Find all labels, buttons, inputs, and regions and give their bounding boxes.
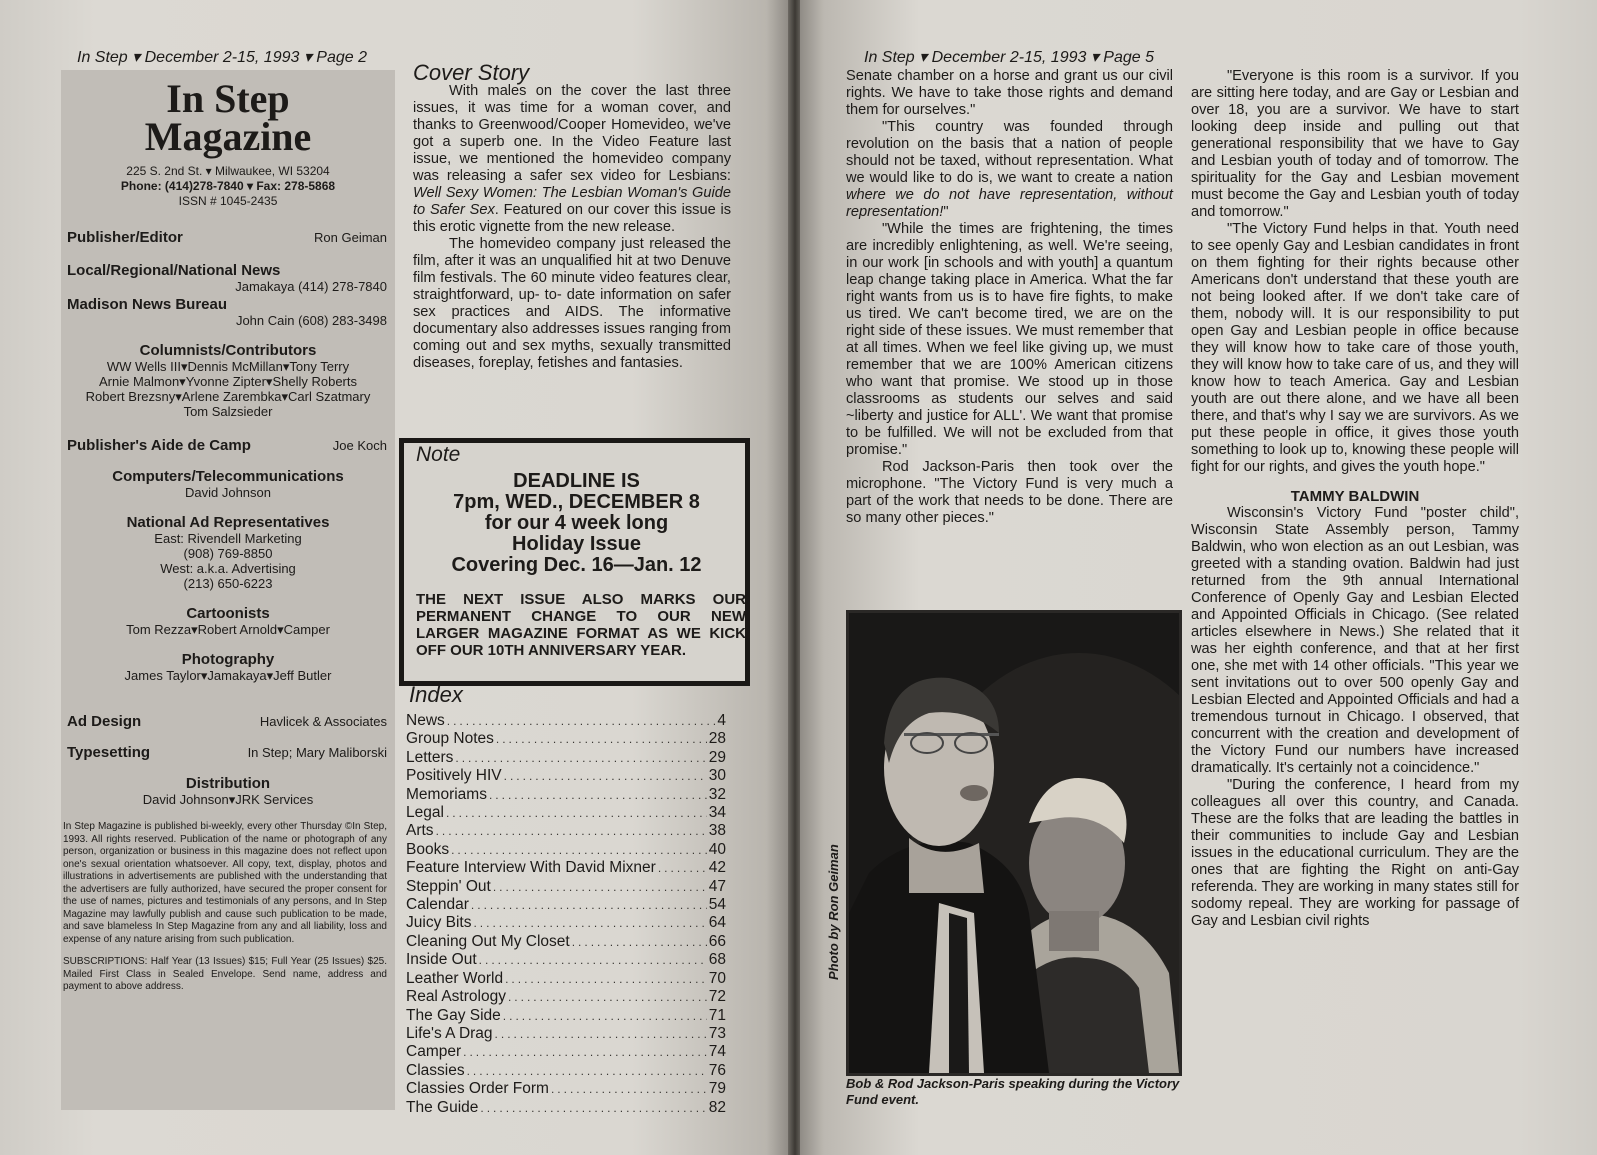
section-heading: National Ad Representatives: [126, 514, 330, 531]
index-entry-title: Calendar: [406, 896, 469, 914]
credit-local-news: [61, 262, 395, 279]
masthead-address: 225 S. 2nd St. ▾ Milwaukee, WI 53204: [126, 164, 330, 178]
credit-ad-reps: [61, 514, 395, 591]
masthead-phone: Phone: (414)278-7840 ▾ Fax: 278-5868: [120, 179, 336, 193]
index-leader-dots: [463, 1044, 707, 1061]
format-change-notice: THE NEXT ISSUE ALSO MARKS OUR PERMANENT CHANGE TO OUR NEW LARGER MAGAZINE FORMAT AS WE KICK OFF OUR 10TH ANNIVERSARY YEAR.: [416, 591, 746, 659]
text-run: With males on the cover the last three issues, it was time for a woman cover, and thanks to Greenwood/Cooper Homevideo, we've got a superb one. In the Video Feature last issue, we mentioned the homevideo company was releasing a safer sex video for Lesbians:: [413, 83, 731, 184]
index-entry-title: Memoriams: [406, 785, 487, 803]
credit-name: Havlicek & Associates: [259, 714, 387, 729]
index-entry-page: 71: [708, 1006, 726, 1024]
index-entry: [406, 951, 726, 969]
index-entry: [406, 1043, 726, 1061]
credit-madison: [61, 296, 395, 313]
deadline-line: Covering Dec. 16—Jan. 12: [451, 554, 702, 576]
section-names: (213) 650-6223: [183, 576, 273, 591]
legal-notice: In Step Magazine is published bi-weekly, every other Thursday ©In Step, 1993. All rights reserved. Publication of the name or photograph of any person, organization or business in this magazine does not reflect upon one's sexual orientation whatsoever. All copy, text, display, photos and illustrations in advertisements are published with the understanding that the advertisers are fully authorized, have secured the proper consent for the use of names, pictures and testimonials of any persons, and In Step Magazine may lawfully publish and cause such publication to be made, and save blameless In Step Magazine from any and all liability, loss and expense of any nature arising from such publication.: [63, 821, 387, 945]
section-heading: Computers/Telecommunications: [112, 468, 344, 485]
section-names: Tom Rezza▾Robert Arnold▾Camper: [126, 622, 330, 637]
article-paragraph: "While the times are frightening, the times are incredibly enlightening, as well. We're seeing, in our work [in schools and with youth] a quantum leap change taking place in America. What the far right wants from us is to have fire fights, to make us tired. We can't become tired, we are on the right side of these issues. We must remember that at all times. When we feel like giving up, we must remember that we are 100% American citizens who want that promise. We stood up in those classrooms as students our selves and said ~liberty and justice for ALL'. We want that promise to be fulfilled. We will not be excluded from that promise.": [846, 221, 1173, 458]
index-leader-dots: [493, 879, 707, 896]
cover-story-paragraph: [413, 83, 731, 236]
credit-publisher: [61, 229, 395, 246]
index-leader-dots: [455, 750, 706, 767]
section-names: WW Wells III▾Dennis McMillan▾Tony Terry: [106, 359, 350, 374]
index-leader-dots: [496, 731, 707, 748]
deadline-line: Holiday Issue: [512, 533, 641, 555]
section-names: James Taylor▾Jamakaya▾Jeff Butler: [124, 668, 332, 683]
index-entry-page: 74: [708, 1043, 726, 1061]
index-entry-title: Real Astrology: [406, 988, 506, 1006]
index-leader-dots: [572, 934, 707, 951]
credit-name: In Step; Mary Maliborski: [247, 745, 387, 760]
photo-image: [849, 613, 1179, 1073]
left-folio: In Step ▾ December 2-15, 1993 ▾ Page 2: [77, 49, 368, 66]
index-entry: [406, 896, 726, 914]
text-run: . Featured on our cover this issue is this erotic vignette from the new release.: [413, 202, 731, 235]
masthead-box: [61, 70, 395, 1110]
credit-name: Jamakaya (414) 278-7840: [235, 279, 387, 294]
index-entry: [406, 970, 726, 988]
index-entry: [406, 822, 726, 840]
section-heading: Distribution: [185, 775, 271, 792]
cover-story-paragraph: The homevideo company just released the film, after it was an unqualified hit at two Denuve film festivals. The 60 minute video features clear, straightforward, up- to- date information on safer sex practices and AIDS. The informative documentary also addresses issues ranging from coming out and sex myths, sexually transmitted diseases, foreplay, fetishes and fantasies.: [413, 236, 731, 371]
index-leader-dots: [436, 823, 707, 840]
credit-columnists: [61, 342, 395, 419]
credit-name: John Cain (608) 283-3498: [235, 313, 387, 328]
section-names: David Johnson▾JRK Services: [142, 792, 314, 807]
index-entry-title: Life's A Drag: [406, 1024, 493, 1042]
index-entry: [406, 767, 726, 785]
index-entry-page: 34: [708, 804, 726, 822]
index-entry-page: 29: [708, 748, 726, 766]
index-leader-dots: [658, 860, 707, 877]
masthead-title-line1: In Step: [166, 76, 290, 121]
index-entry-title: Legal: [406, 804, 444, 822]
masthead-title: [61, 76, 395, 159]
index-entry-page: 32: [708, 785, 726, 803]
index-entry-title: Camper: [406, 1043, 462, 1061]
text-run: ": [943, 204, 949, 220]
section-names: East: Rivendell Marketing: [154, 531, 302, 546]
article-paragraph: "During the conference, I heard from my colleagues all over this country, and Canada. These are the folks that are leading the battles in their communities to include Gay and Lesbian issues in the educational curriculum. They are the ones that are fighting the Right on anti-Gay referenda. They are working in many states still for sodomy repeal. They are working for passage of Gay and Lesbian civil rights: [1191, 777, 1519, 929]
credit-typesetting: [61, 744, 395, 761]
section-names: David Johnson: [185, 485, 271, 500]
index-leader-dots: [451, 842, 707, 859]
credit-name: Joe Koch: [332, 438, 387, 453]
left-page: [0, 0, 790, 1155]
emphasis-run: where we do not have representation, without representation!: [846, 187, 1173, 220]
index-entry: [406, 988, 726, 1006]
section-heading: Columnists/Contributors: [139, 342, 317, 359]
index-entry-title: Feature Interview With David Mixner: [406, 859, 656, 877]
index-entry-title: Steppin' Out: [406, 877, 491, 895]
index-entry-page: 76: [708, 1061, 726, 1079]
index-leader-dots: [447, 713, 716, 730]
index-entry-page: 30: [708, 767, 726, 785]
masthead-issn: ISSN # 1045-2435: [178, 194, 278, 208]
credit-role: Local/Regional/National News: [67, 262, 281, 279]
index-entry: [406, 1025, 726, 1043]
index-entry-title: The Guide: [406, 1098, 479, 1116]
section-names: Tom Salzsieder: [183, 404, 273, 419]
deadline-line: for our 4 week long: [484, 512, 669, 534]
deadline-block: [424, 471, 729, 576]
photo-credit: Photo by Ron Geiman: [826, 844, 841, 980]
credit-photography: [61, 651, 395, 683]
index-entry: [406, 914, 726, 932]
section-names: West: a.k.a. Advertising: [160, 561, 296, 576]
article-paragraph: Senate chamber on a horse and grant us our civil rights. We have to take those rights and demand them for ourselves.": [846, 68, 1173, 118]
index-leader-dots: [504, 768, 707, 785]
masthead-title-line2: Magazine: [144, 114, 312, 159]
index-entry-page: 79: [708, 1080, 726, 1098]
section-heading: Photography: [181, 651, 275, 668]
photo-caption: Bob & Rod Jackson-Paris speaking during the Victory Fund event.: [846, 1076, 1180, 1107]
index-entry-page: 73: [708, 1024, 726, 1042]
index-leader-dots: [503, 1008, 707, 1025]
index-entry-page: 70: [708, 969, 726, 987]
index-leader-dots: [551, 1081, 707, 1098]
index-entry-title: News: [406, 712, 445, 729]
index-leader-dots: [480, 1100, 706, 1117]
index-entry-title: Juicy Bits: [406, 914, 472, 932]
credit-distribution: [61, 775, 395, 807]
article-paragraph: "The Victory Fund helps in that. Youth need to see openly Gay and Lesbian candidates in front on them fighting for their rights because other Americans don't understand that these youth are not being looked after. If we don't take care of them, nobody will. It is our responsibility to put open Gay and Lesbian people in office because they will know how to take care of those youth, they will know how to take care of us, and they will know how to teach America. Gay and Lesbian youth are out there alone, and we have all been there, and that's why I say we are survivors. As we put these people in office, it gives those youth something to look up to, knowing these people will fight for our rights, and gives the youth hope.": [1191, 221, 1519, 475]
index-leader-dots: [446, 805, 707, 822]
index-entry-title: Group Notes: [406, 730, 494, 748]
index-entry: [406, 730, 726, 748]
video-title: Well Sexy Women: The Lesbian Woman's Guide to Safer Sex: [413, 185, 731, 218]
index-heading: Index: [409, 682, 463, 707]
note-heading: Note: [416, 443, 461, 466]
event-photo: [846, 610, 1182, 1076]
credit-ad-design: [61, 713, 395, 730]
article-subhead: TAMMY BALDWIN: [1290, 488, 1420, 505]
index-entry-page: 40: [708, 840, 726, 858]
article-column-1: [846, 68, 1173, 527]
credit-aide: [61, 437, 395, 454]
index-entry-page: 38: [708, 822, 726, 840]
subscriptions-notice: SUBSCRIPTIONS: Half Year (13 Issues) $15; Full Year (25 Issues) $25. Mailed First Class in Sealed Envelope. Send name, address and payment to above address.: [63, 956, 387, 992]
index-entry-title: The Gay Side: [406, 1006, 501, 1024]
credit-role: Madison News Bureau: [67, 296, 228, 313]
index-entry: [406, 749, 726, 767]
index-list: [406, 712, 726, 1117]
section-names: (908) 769-8850: [183, 546, 273, 561]
article-paragraph: Wisconsin's Victory Fund "poster child", Wisconsin State Assembly person, Tammy Baldwin, who won election as an out Lesbian, was greeted with a standing ovation. Baldwin had just returned from the 9th annual International Conference of Openly Gay and Lesbian Elected and Appointed Officials in Chicago. (See related articles elsewhere in News.) She related that it was her eighth conference, and that at her first one, she met with 14 other officials. "This year we sent invitations out to over 500 openly Gay and Lesbian Elected and Appointed Officials and had a tremendous turnout in Chicago. I observed, that concurrent with the creation and development of the Victory Fund our numbers have increased dramatically. It's certainly not a coincidence.": [1191, 505, 1519, 776]
index-entry-title: Cleaning Out My Closet: [406, 932, 570, 950]
index-entry-title: Letters: [406, 748, 454, 766]
right-folio: In Step ▾ December 2-15, 1993 ▾ Page 5: [864, 49, 1155, 66]
article-paragraph: [846, 119, 1173, 221]
masthead-contact: [61, 164, 395, 209]
deadline-note-box: [399, 438, 750, 686]
index-entry: [406, 786, 726, 804]
article-column-2: [1191, 68, 1519, 930]
index-entry-title: Books: [406, 840, 450, 858]
index-leader-dots: [479, 952, 707, 969]
section-names: Arnie Malmon▾Yvonne Zipter▾Shelly Roberts: [98, 374, 357, 389]
credit-name: Ron Geiman: [314, 230, 387, 245]
index-entry-page: 47: [708, 877, 726, 895]
index-entry-title: Classies Order Form: [406, 1080, 549, 1098]
index-leader-dots: [471, 897, 707, 914]
index-entry: [406, 933, 726, 951]
index-entry: [406, 1062, 726, 1080]
index-leader-dots: [505, 971, 707, 988]
index-entry-title: Classies: [406, 1061, 465, 1079]
cover-story-column: [413, 60, 731, 372]
section-heading: Cartoonists: [186, 605, 270, 622]
index-entry-title: Positively HIV: [406, 767, 502, 785]
credit-role: Publisher/Editor: [67, 229, 183, 246]
index-entry: [406, 878, 726, 896]
index-entry: [406, 712, 726, 730]
cover-story-heading: Cover Story: [413, 60, 530, 85]
index-entry: [406, 804, 726, 822]
credit-role: Publisher's Aide de Camp: [67, 437, 251, 454]
index-entry: [406, 841, 726, 859]
article-paragraph: Rod Jackson-Paris then took over the microphone. "The Victory Fund is very much a part of the work that needs to be done. There are so many other pieces.": [846, 459, 1173, 526]
index-leader-dots: [467, 1063, 707, 1080]
index-entry-title: Arts: [406, 822, 434, 840]
index-entry-page: 72: [708, 988, 726, 1006]
credit-cartoonists: [61, 605, 395, 637]
credit-computers: [61, 468, 395, 500]
section-names: Robert Brezsny▾Arlene Zarembka▾Carl Szatmary: [85, 389, 371, 404]
index-entry: [406, 1099, 726, 1117]
index-leader-dots: [489, 787, 707, 804]
index-entry-page: 54: [708, 896, 726, 914]
index-entry-page: 64: [708, 914, 726, 932]
index-section: [406, 682, 726, 1117]
index-entry-page: 4: [717, 712, 726, 729]
index-entry: [406, 859, 726, 877]
index-entry-page: 68: [708, 951, 726, 969]
index-entry-page: 66: [708, 932, 726, 950]
index-entry-page: 82: [708, 1098, 726, 1116]
index-leader-dots: [495, 1026, 707, 1043]
index-leader-dots: [473, 915, 706, 932]
index-entry-page: 42: [708, 859, 726, 877]
credit-role: Typesetting: [67, 744, 151, 761]
index-entry-title: Inside Out: [406, 951, 477, 969]
credit-role: Ad Design: [67, 713, 142, 730]
index-leader-dots: [508, 989, 707, 1006]
deadline-line: DEADLINE IS: [513, 470, 640, 492]
text-run: "This country was founded through revolution on the basis that a nation of people should not be taxed, without representation. What we would like to do is, we want to create a nation: [846, 119, 1173, 186]
index-entry-title: Leather World: [406, 969, 504, 987]
index-entry-page: 28: [708, 730, 726, 748]
index-entry: [406, 1007, 726, 1025]
deadline-line: 7pm, WED., DECEMBER 8: [453, 491, 700, 513]
index-entry: [406, 1080, 726, 1098]
article-paragraph: "Everyone is this room is a survivor. If you are sitting here today, and are Gay or Lesbian and over 18, you are a survivor. We have to start looking deep inside and pulling out that generational responsibility that we have to Gay and Lesbian youth of today and of tomorrow. The spirituality for the Gay and Lesbian movement must become the Gay and Lesbian youth of today and tomorrow.": [1191, 68, 1519, 220]
